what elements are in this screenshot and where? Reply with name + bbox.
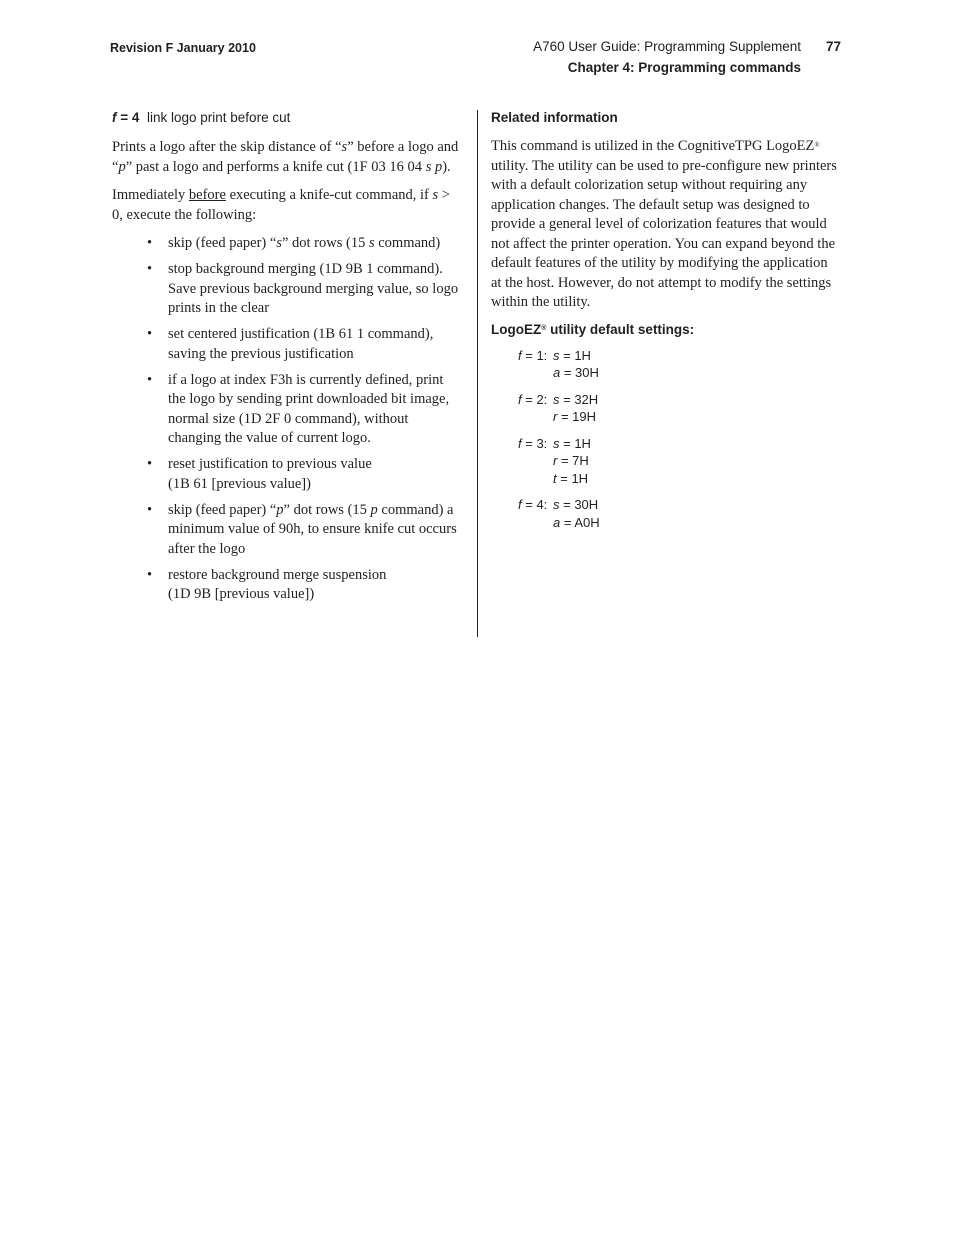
text-run: = A0H [560,514,600,530]
setting-group [518,347,841,382]
text-run: p [276,501,284,518]
settings-list [518,347,841,532]
text-run: s [341,139,348,155]
text-run: s [432,187,439,203]
setting-value [553,496,600,514]
setting-f-label [518,496,553,531]
text-run: f [518,435,522,451]
text-run: a [553,514,561,530]
setting-group [518,496,841,531]
text-run: executing a knife-cut command, if [225,187,433,203]
text-run: utility. The utility can be used to pre-configure new printers with a default colorization setup without requiring any application changes. The default setup was designed to provide a general level of colorization features that would not affect the printer operation. You can expand beyond the default features of the utility by modifying the application at the host. However, do not attempt to modify the settings within the utility. [491,157,837,310]
setting-value [553,391,598,409]
text-run: reset justification to previous value [168,456,372,472]
text-run: This command is utilized in the CognitiveTPG LogoEZ [491,138,815,154]
setting-f-label [518,391,553,426]
setting-f-label [518,347,553,382]
param-eq: = 4 [116,110,140,125]
text-run: = 2: [521,391,548,407]
text-run: r [553,409,558,424]
description-paragraph-1 [112,138,464,177]
text-run: ). [442,158,451,175]
text-run: = 1: [521,347,548,363]
text-run: s [368,235,375,251]
list-item [147,234,464,254]
header-doc-title: A760 User Guide: Programming Supplement [533,39,801,54]
text-run: p [118,158,126,175]
header-chapter: Chapter 4: Programming commands [567,60,801,75]
text-run: r [553,453,558,468]
param-var: f [112,110,117,125]
text-run: ” dot rows (15 [283,501,371,518]
list-item [147,501,464,560]
text-run: p [370,501,378,518]
text-run: > 0, execute the following: [112,187,450,223]
text-run: = 30H [559,497,599,512]
param-label [112,109,147,127]
text-run: f [518,347,522,363]
setting-values [553,496,600,531]
registered-mark: ® [541,324,547,332]
text-run: s [553,347,560,363]
settings-heading [491,321,841,339]
text-run: Prints a logo after the skip distance of “ [112,139,342,155]
setting-group [518,391,841,426]
text-run: LogoEZ [491,321,542,337]
registered-mark: ® [814,141,820,149]
list-item: • stop background merging (1D 9B 1 command). Save previous background merging value, so logo prints in the clear [147,260,464,319]
header-revision: Revision F January 2010 [110,41,256,55]
text-run: f [518,391,522,407]
setting-value [553,514,600,532]
setting-value [553,347,599,365]
text-run: s p [425,158,443,175]
setting-group [518,435,841,488]
description-paragraph-2 [112,186,464,225]
text-run: = 19H [557,409,597,424]
setting-value [553,435,591,453]
list-item: • set centered justification (1B 61 1 command), saving the previous justification [147,325,464,364]
setting-value [553,364,599,382]
text-run: = 30H [560,365,599,380]
setting-values [553,347,599,382]
column-divider [477,110,478,637]
text-run: skip (feed paper) “ [168,235,277,251]
related-info-body [491,137,841,313]
text-run: s [276,235,282,251]
text-run: = 4: [521,497,548,512]
setting-value [553,452,591,470]
text-run: before [188,187,226,203]
text-run: = 1H [556,470,589,486]
text-run: s [553,391,560,407]
page-number: 77 [826,39,842,54]
text-run: s [553,435,560,451]
text-run: ” before a logo and “ [112,139,459,175]
list-item [147,566,464,605]
step-list [147,234,464,605]
text-run: (1D 9B [previous value]) [168,586,315,602]
text-run: command) a minimum value of 90h, to ensure knife cut occurs after the logo [168,501,457,557]
setting-values [553,435,591,488]
text-run: ” past a logo and performs a knife cut (1F 03 16 04 [125,158,426,175]
related-info-heading: Related information [491,110,618,125]
text-run: = 1H [559,347,591,363]
text-run: restore background merge suspension [168,566,387,583]
right-column [491,109,841,540]
text-run: utility default settings: [546,321,695,337]
param-row [112,109,464,127]
left-column [112,109,464,611]
setting-values [553,391,598,426]
text-run: skip (feed paper) “ [168,501,277,518]
setting-f-label [518,435,553,488]
setting-value [553,408,598,426]
text-run: (1B 61 [previous value]) [168,475,311,492]
text-run: t [553,470,557,486]
text-run: = 32H [559,391,599,407]
list-item: • if a logo at index F3h is currently defined, print the logo by sending print downloaded bit image, normal size (1D 2F 0 command), without changing the value of current logo. [147,371,464,449]
text-run: command) [374,235,441,251]
setting-value [553,470,591,488]
text-run: = 3: [521,435,548,451]
text-run: a [553,365,561,380]
list-item [147,455,464,494]
text-run: = 7H [557,453,589,468]
text-run: Immediately [112,187,189,203]
param-desc: link logo print before cut [147,110,291,125]
text-run: s [553,497,560,512]
text-run: = 1H [559,435,591,451]
text-run: ” dot rows (15 [281,235,369,251]
text-run: f [518,497,522,512]
